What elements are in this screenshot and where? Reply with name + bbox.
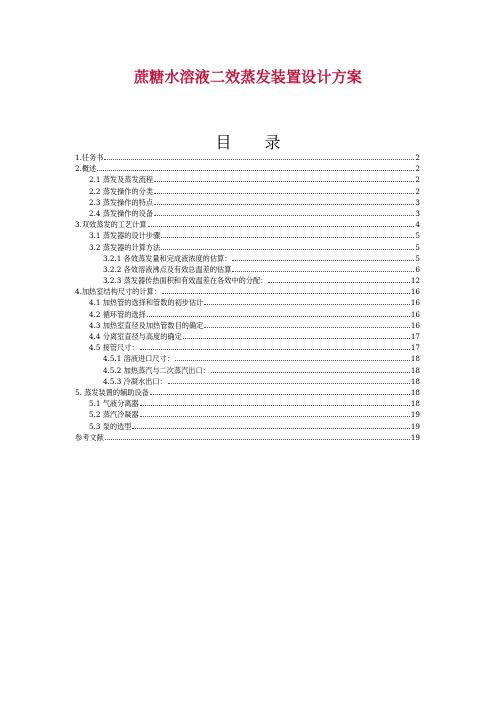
toc-entry-text: 4.加热室结构尺寸的计算： [75, 287, 161, 297]
toc-page-number: 19 [410, 432, 420, 442]
toc-entry-text: 2.2 蒸发操作的分类 [89, 186, 154, 196]
toc-entry[interactable] [75, 342, 420, 353]
toc-entry-text: 1.任务书 [75, 153, 104, 162]
toc-entry-text: 4.3 加热室直径及加热管数目的确定 [89, 320, 204, 330]
toc-entry[interactable] [75, 309, 420, 320]
toc-heading: 目 录 [215, 133, 295, 152]
toc-leader-dots [168, 383, 410, 384]
toc-leader-dots [140, 349, 410, 350]
toc-entry[interactable] [75, 432, 420, 443]
toc-entry[interactable] [75, 163, 420, 174]
toc-leader-dots [232, 271, 414, 272]
toc-leader-dots [97, 170, 414, 171]
toc-entry-text: 4.2 循环管的选择 [89, 309, 146, 319]
toc-page-number: 19 [410, 410, 420, 420]
toc-leader-dots [104, 159, 414, 160]
toc-entry-text: 3.1 蒸发器的设计步骤 [89, 231, 161, 241]
toc-entry[interactable] [75, 174, 420, 185]
toc-page-number: 18 [410, 399, 420, 409]
toc-page-number: 2 [415, 175, 420, 185]
toc-entry-text: 3.2.3 蒸发器传热面积和有效温差在各效中的分配： [103, 276, 268, 286]
toc-entry[interactable] [75, 253, 420, 264]
toc-entry[interactable] [75, 421, 420, 432]
toc-page-number: 2 [415, 164, 420, 174]
toc-entry[interactable] [75, 353, 420, 364]
toc-page-number: 12 [410, 276, 420, 286]
toc-leader-dots [148, 226, 415, 227]
toc-page-number: 18 [410, 354, 420, 364]
toc-entry-text: 2.4 蒸发操作的设备 [89, 208, 154, 218]
toc-entry-text: 2.1 蒸发及蒸发流程 [89, 175, 154, 185]
toc-entry-text: 4.5.2 加热蒸汽与二次蒸汽出口： [103, 365, 210, 375]
toc-entry-text: 3.双效蒸发的工艺计算 [75, 220, 147, 230]
toc-page-number: 16 [410, 298, 420, 308]
toc-page-number: 18 [410, 376, 420, 386]
toc-leader-dots [175, 360, 410, 361]
toc-leader-dots [105, 439, 410, 440]
toc-entry-text: 3.2.2 各效溶液沸点及有效总温差的估算 [103, 264, 232, 274]
toc-page-number: 18 [410, 387, 420, 397]
toc-entry[interactable] [75, 398, 420, 409]
toc-entry-text: 4.5.3 冷凝水出口： [103, 376, 167, 386]
toc-leader-dots [140, 416, 410, 417]
toc-leader-dots [211, 372, 410, 373]
toc-leader-dots [154, 215, 414, 216]
toc-leader-dots [150, 394, 410, 395]
toc-leader-dots [154, 193, 414, 194]
toc-leader-dots [132, 428, 409, 429]
toc-entry[interactable] [75, 230, 420, 241]
toc-entry[interactable] [75, 186, 420, 197]
document-title: 蔗糖水溶液二效蒸发装置设计方案 [133, 68, 362, 86]
toc-page-number: 16 [410, 287, 420, 297]
toc-entry-text: 4.5 接管尺寸： [89, 343, 139, 353]
toc-entry[interactable] [75, 297, 420, 308]
toc-entry-text: 4.5.1 溶液进口尺寸： [103, 354, 174, 364]
toc-entry[interactable] [75, 264, 420, 275]
toc-page-number: 18 [410, 365, 420, 375]
toc-leader-dots [161, 237, 414, 238]
toc-entry[interactable] [75, 320, 420, 331]
toc-leader-dots [268, 282, 410, 283]
toc-entry-text: 3.2.1 各效蒸发量和完成液浓度的估算： [103, 253, 232, 263]
toc-entry-text: 3.2 蒸发器的计算方法 [89, 242, 161, 252]
toc-page-number: 3 [415, 208, 420, 218]
toc-entry-text: 2.3 蒸发操作的特点 [89, 197, 154, 207]
toc-leader-dots [162, 293, 410, 294]
toc-leader-dots [147, 316, 410, 317]
toc-entry[interactable] [75, 242, 420, 253]
table-of-contents [75, 152, 420, 443]
toc-page-number: 19 [410, 421, 420, 431]
toc-page-number: 16 [410, 309, 420, 319]
toc-entry[interactable] [75, 331, 420, 342]
toc-leader-dots [154, 181, 414, 182]
toc-page-number: 16 [410, 320, 420, 330]
toc-page-number: 6 [415, 264, 420, 274]
toc-leader-dots [204, 327, 410, 328]
toc-page-number: 2 [415, 186, 420, 196]
toc-entry[interactable] [75, 208, 420, 219]
toc-leader-dots [161, 249, 414, 250]
toc-page-number: 4 [415, 220, 420, 230]
toc-entry-text: 4.4 分离室直径与高度的确定 [89, 332, 182, 341]
toc-entry[interactable] [75, 387, 420, 398]
toc-entry[interactable] [75, 275, 420, 286]
toc-entry[interactable] [75, 409, 420, 420]
toc-entry[interactable] [75, 219, 420, 230]
toc-leader-dots [140, 405, 410, 406]
toc-leader-dots [154, 204, 414, 205]
toc-page-number: 5 [415, 231, 420, 241]
toc-leader-dots [183, 338, 410, 339]
toc-leader-dots [232, 260, 414, 261]
toc-entry-text: 2.概述 [75, 164, 97, 174]
toc-entry-text: 参考文献 [75, 432, 104, 442]
toc-entry[interactable] [75, 152, 420, 163]
toc-entry[interactable] [75, 376, 420, 387]
toc-page-number: 17 [410, 332, 420, 341]
toc-entry[interactable] [75, 286, 420, 297]
toc-page-number: 5 [415, 253, 420, 263]
toc-page-number: 5 [415, 242, 420, 252]
toc-leader-dots [204, 304, 410, 305]
toc-page-number: 2 [415, 153, 420, 162]
toc-page-number: 3 [415, 197, 420, 207]
toc-entry-text: 5.2 蒸汽冷凝器 [89, 410, 139, 420]
toc-entry-text: 5.1 气液分离器 [89, 399, 139, 409]
toc-entry[interactable] [75, 197, 420, 208]
toc-entry[interactable] [75, 365, 420, 376]
toc-page-number: 17 [410, 343, 420, 353]
toc-entry-text: 4.1 加热管的选择和管数的初步估计 [89, 298, 204, 308]
toc-entry-text: 5. 蒸发装置的辅助设备 [75, 387, 149, 397]
toc-entry-text: 5.3 泵的选型 [89, 421, 132, 431]
